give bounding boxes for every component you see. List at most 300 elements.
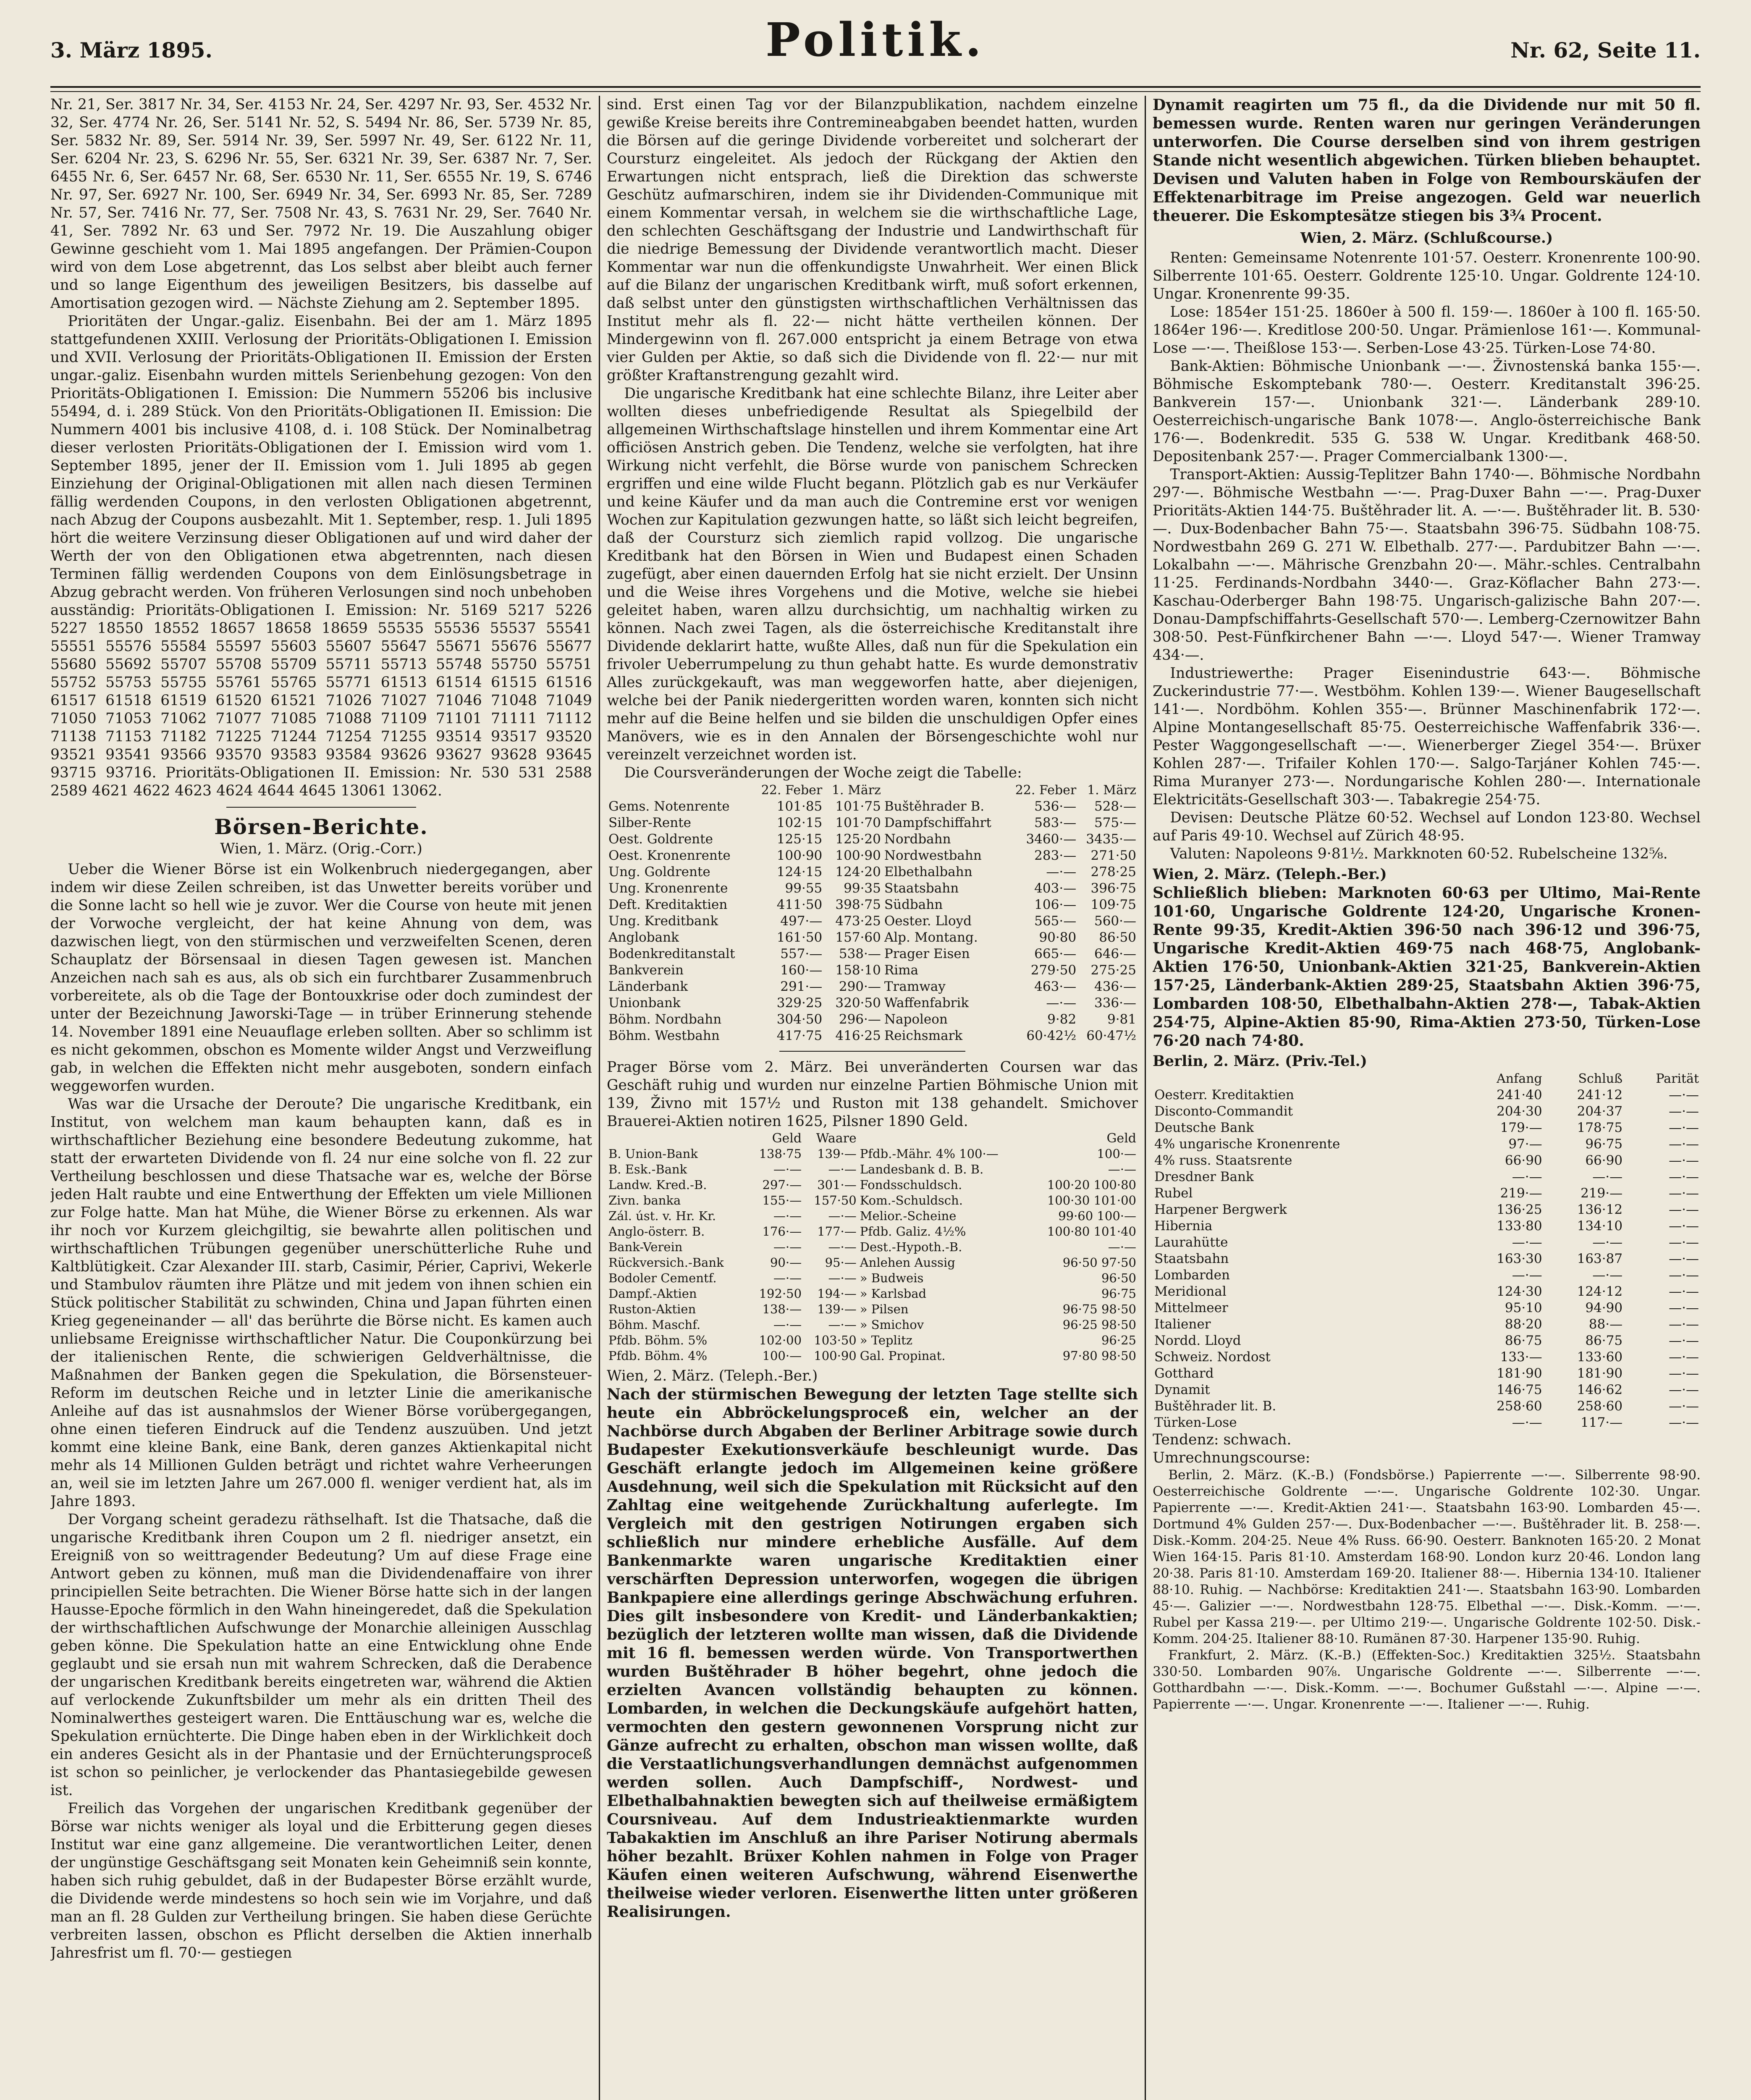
divider bbox=[226, 807, 416, 808]
table-cell: —·— bbox=[1512, 1268, 1542, 1283]
table-cell: 158·10 bbox=[835, 963, 881, 978]
table-cell: 336·— bbox=[1094, 995, 1136, 1011]
table-row bbox=[607, 1028, 1138, 1044]
column-header: Geld bbox=[1106, 1131, 1136, 1146]
table-cell: —·— bbox=[1669, 1268, 1699, 1283]
table-cell: 4% russ. Staatsrente bbox=[1154, 1153, 1292, 1168]
table-cell: Pfdb. Böhm. 4% bbox=[608, 1349, 708, 1363]
header-rule bbox=[50, 86, 1701, 92]
table-row bbox=[1153, 1103, 1701, 1120]
table-cell: Tramway bbox=[884, 979, 946, 994]
table-cell: 138·— bbox=[762, 1302, 802, 1316]
table-row bbox=[1153, 1333, 1701, 1349]
table-cell: 101·70 bbox=[835, 815, 881, 830]
wien-report-paragraph: Freilich das Vorgehen der ungarischen Kreditbank gegenüber der Börse war nichts weniger als loyal und die Erbitterung gegen dieses Institut war eine ganz allgemeine. Die verantwortlichen Leiter, denen der ungünstige Geschäftsgang seit Monaten kein Geheimniß sein konnte, haben sich ruhig gebuldet, daß in der Budapester Börse erzählt wurde, die Dividende werde mindestens so hoch sein wie im Vorjahre, und daß man an fl. 28 Gulden zur Vertheilung bringen. Sie haben diese Gerüchte verbreiten lassen, obschon es Pflicht derselben die Aktien innerhalb Jahresfrist um fl. 70·— gestiegen bbox=[50, 1800, 592, 1961]
table-cell: Italiener bbox=[1154, 1317, 1211, 1332]
wien-report-paragraph: Was war die Ursache der Deroute? Die ungarische Kreditbank, ein Institut, von welchem man kaum behaupten kann, daß es in wirthschaftlicher Beziehung eine besondere Bedeutung zukomme, hat statt der erwarteten Dividende von fl. 24 nur eine solche von fl. 22 zur Vertheilung beschlossen und diese Thatsache war es, welche der Börse jeden Halt raubte und eine Entwerthung der Effekten um viele Millionen zur Folge hatte. Man hat Mühe, die Wiener Börse zu erkennen. Als war ihr noch vor Kurzem gleichgiltig, sie bewahrte allen politischen und wirthschaftlichen Trübungen gegenüber unerschütterliche Ruhe und Kaltblütigkeit. Czar Alexander III. starb, Casimir, Périer, Caprivi, Wekerle und Stambulov räumten ihre Plätze und mit jedem von ihnen schien ein Stück politischer Stabilität zu schwinden, China und Japan führten einen Krieg gegeneinander — all' das berührte die Börse nicht. Es kamen auch unliebsame Ereignisse wirthschaftlicher Natur. Die Couponkürzung bei der italienischen Rente, die schwierigen Geldverhältnisse, die Maßnahmen der Banken gegen die Spekulation, die Börsensteuer-Reform im deutschen Reiche und in letzter Linie die amerikanische Anleihe auf das ist ausnahmslos der Wiener Börse vorübergegangen, ohne einen tieferen Eindruck auf die Tendenz auszuüben. Und jetzt kommt eine kleine Bank, eine Bank, deren ganzes Aktienkapital nicht mehr als 14 Millionen Gulden beträgt und richtet wahre Verheerungen an, weil sie im letzten Jahre um 267.000 fl. weniger verdient hat, als im Jahre 1893. bbox=[50, 1096, 592, 1510]
column-header: 22. Feber bbox=[761, 783, 823, 798]
table-cell: Dampfschiffahrt bbox=[884, 815, 991, 830]
table-cell: Gotthard bbox=[1154, 1366, 1214, 1381]
table-cell: Rima bbox=[884, 963, 919, 978]
table-cell: 296·— bbox=[839, 1012, 881, 1027]
table-cell: —·— bbox=[1669, 1186, 1699, 1201]
table-cell: 528·— bbox=[1094, 799, 1136, 814]
table-row bbox=[1153, 1284, 1701, 1300]
prager-borse-report: Prager Börse vom 2. März. Bei unveränderten Coursen war das Geschäft ruhig und wurden nur einzelne Partien Böhmische Union mit 139, Živno mit 157½ und Ruston mit 138 gehandelt. Smichover Brauerei-Aktien notiren 1625, Pilsner 1890 Geld. bbox=[607, 1059, 1138, 1130]
table-cell: » Budweis bbox=[860, 1271, 924, 1285]
table-cell: 403·— bbox=[1034, 881, 1077, 896]
table-cell: 133·60 bbox=[1577, 1349, 1623, 1365]
table-cell: —·— bbox=[828, 1209, 857, 1223]
prager-course-table bbox=[607, 1131, 1138, 1364]
table-cell: 536·— bbox=[1034, 799, 1077, 814]
table-row bbox=[1153, 1152, 1701, 1169]
table-cell: 436·— bbox=[1094, 979, 1136, 994]
table-cell: » Pilsen bbox=[860, 1302, 909, 1316]
table-cell: 258·60 bbox=[1577, 1399, 1623, 1414]
table-cell: 665·— bbox=[1034, 946, 1077, 961]
column-divider bbox=[1145, 96, 1146, 2100]
table-cell: Ung. Goldrente bbox=[608, 864, 710, 879]
table-row bbox=[607, 1011, 1138, 1028]
wien-report-paragraph: Ueber die Wiener Börse ist ein Wolkenbruch niedergegangen, aber indem wir diese Zeilen schreiben, ist das Unwetter bereits vorüber und die Sonne lacht so hell wie je zuvor. Wer die Course von heute mit jenen der Vorwoche vergleicht, der hat keine Ahnung von dem, was dazwischen liegt, von den stürmischen und verzweifelten Scenen, deren Schauplatz der Börsensaal in diesen Tagen gewesen ist. Manchen Anzeichen nach sah es aus, als ob sich ein furchtbarer Zusammenbruch vorbereitete, als ob die Tage der Bontouxkrise oder doch zumindest der unter der Bezeichnung Jaworski-Tage — in trüber Erinnerung stehende 14. November 1891 eine Neuauflage erleben sollten. Aber so schlimm ist es nicht gekommen, obschon es Momente wilder Angst und Verzweiflung gab, in welchen die Effekten nicht mehr ausgeboten, sondern einfach weggeworfen wurden. bbox=[50, 861, 592, 1095]
table-cell: Dest.-Hypoth.-B. bbox=[860, 1240, 962, 1254]
table-cell: 100·20 100·80 bbox=[1047, 1178, 1136, 1192]
frankfurt-report: Frankfurt, 2. März. (K.-B.) (Effekten-Soc.) Kreditaktien 325½. Staatsbahn 330·50. Lombarden 90⅞. Ungarische Goldrente —·—. Silberrente —·—. Gotthardbahn —·—. Disk.-Komm. —·—. Bochumer Gußstahl —·—. Alpine —·—. Papierrente —·—. Ungar. Kronenrente —·—. Italiener —·—. Ruhig. bbox=[1153, 1648, 1701, 1712]
table-row bbox=[607, 1333, 1138, 1348]
wien-telephone-dateline: Wien, 2. März. (Teleph.-Ber.) bbox=[607, 1368, 818, 1384]
wien-report-paragraph: Der Vorgang scheint geradezu räthselhaft. Ist die Thatsache, daß die ungarische Kreditbank ihren Coupon um 2 fl. niedriger ansetzt, ein Ereigniß von so weittragender Bedeutung? Um auf diese Frage eine Antwort geben zu können, muß man die Dividendenaffaire von ihrer principiellen Seite betrachten. Die Wiener Börse hatte sich in der langen Hausse-Epoche förmlich in den Wahn hineingeredet, daß die Spekulation der wirthschaftlichen Aufschwunge der Monarchie alleinigen Ausschlag geben könne. Die Spekulation hatte an eine Entwicklung ohne Ende geglaubt und sie ersah nun mit wahrem Schrecken, daß die Derabence der ungarischen Kreditbank bereits eingetreten war, während die Aktien auf verlockende Zukunftsbilder um mehr als ein dritten Theil des Nominalwerthes gesteigert waren. Die Enttäuschung war es, welche die Spekulation ernüchterte. Die Dinge haben eben in der Wirklichkeit doch ein anderes Gesicht als in der Phantasie und der Ernüchterungsproceß ist schon so peinlicher, je verlockender das Phantasiegebilde gewesen ist. bbox=[50, 1511, 592, 1799]
table-row bbox=[607, 864, 1138, 880]
table-cell: 103·50 bbox=[814, 1333, 857, 1347]
table-cell: 88·20 bbox=[1505, 1317, 1542, 1332]
table-cell: 304·50 bbox=[776, 1012, 823, 1027]
table-cell: 94·90 bbox=[1585, 1300, 1623, 1315]
table-cell: 219·— bbox=[1581, 1186, 1623, 1201]
table-cell: 163·30 bbox=[1497, 1251, 1542, 1266]
table-row bbox=[1153, 1382, 1701, 1398]
table-cell: 60·42½ bbox=[1026, 1028, 1077, 1043]
table-intro: Die Coursveränderungen der Woche zeigt die Tabelle: bbox=[624, 764, 1022, 781]
table-cell: 278·25 bbox=[1090, 864, 1136, 879]
table-cell: Bank-Verein bbox=[608, 1240, 683, 1254]
table-cell: 9·82 bbox=[1047, 1012, 1077, 1027]
table-cell: Bodoler Cementf. bbox=[608, 1271, 717, 1285]
issue-date: 3. März 1895. bbox=[50, 38, 213, 63]
table-cell: Staatsbahn bbox=[1154, 1251, 1229, 1266]
table-cell: 124·20 bbox=[835, 864, 881, 879]
table-cell: —·— bbox=[828, 1162, 857, 1176]
table-cell: —·— bbox=[1669, 1251, 1699, 1266]
berlin-course-table bbox=[1153, 1071, 1701, 1431]
table-row bbox=[1153, 1267, 1701, 1284]
table-cell: 101·75 bbox=[835, 799, 881, 814]
table-cell: 90·— bbox=[770, 1255, 802, 1270]
wien-report-continued: sind. Erst einen Tag vor der Bilanzpublikation, nachdem einzelne gewiße Kreise bereits ihre Contremineabgaben beendet hatten, wurden die Börsen auf die geringe Dividende vorbereitet und solcherart der Coursturz eingeleitet. Als jedoch der Rückgang der Aktien den Erwartungen nicht entsprach, ließ die Direktion das schwerste Geschütz aufmarschiren, indem sie ihr Dividenden-Communique mit einem Kommentar versah, in welchem sie die wirthschaftliche Lage, den schlechten Geschäftsgang der Industrie und Landwirthschaft für die niedrige Bemessung der Dividende verantwortlich macht. Dieser Kommentar war nun die offenkundigste Unwahrheit. Wer einen Blick auf die Bilanz der ungarischen Kreditbank wirft, muß sofort erkennen, daß selbst unter den günstigsten wirthschaftlichen Verhältnissen das Institut mehr als fl. 22·— nicht hätte vertheilen können. Der Mindergewinn von fl. 267.000 entspricht ja einem Betrage von etwa vier Gulden per Aktie, so daß sich die Dividende von fl. 22·— nur mit größter Kraftanstrengung gezahlt wird. bbox=[607, 96, 1138, 384]
wien-dateline: Wien, 1. März. (Orig.-Corr.) bbox=[220, 840, 422, 857]
table-cell: —·— bbox=[1669, 1366, 1699, 1381]
table-cell: 97·— bbox=[1508, 1137, 1542, 1152]
table-row bbox=[1153, 1415, 1701, 1431]
table-cell: 646·— bbox=[1094, 946, 1136, 961]
table-cell: Ung. Kronenrente bbox=[608, 881, 728, 896]
wien-report-paragraph: Die ungarische Kreditbank hat eine schlechte Bilanz, ihre Leiter aber wollten dieses unbefriedigende Resultat als Spiegelbild der allgemeinen Wirthschaftslage hinstellen und ihrem Kommentar eine Art officiösen Anstrich geben. Die Tendenz, welche sie verfolgten, hat ihre Wirkung nicht verfehlt, die Börse wurde von panischem Schrecken ergriffen und eine wilde Flucht begann. Plötzlich gab es nur Verkäufer und keine Käufer und da man auch die Contremine erst vor wenigen Wochen zur Kapitulation gezwungen hatte, so läßt sich leicht begreifen, daß der Coursturz sich ziemlich rapid vollzog. Die ungarische Kreditbank hat den Börsen in Wien und Budapest einen Schaden zugefügt, aber einen dauernden Erfolg hat sie nicht erzielt. Der Unsinn und die Weise ihres Vorgehens und die Motive, welche sie hiebei geleitet haben, waren allzu durchsichtig, um nachhaltig wirken zu können. Nach zwei Tagen, als die österreichische Kreditanstalt ihre Dividende deklarirt hatte, wußte Alles, daß nun für die Spekulation ein frivoler Ueberrumpelung zu thun gehabt hatte. Es wurde demonstrativ Alles zurückgekauft, was man weggeworfen hatte, aber diejenigen, welche bei der Panik niedergeritten worden waren, konnten sich nicht mehr auf die Beine helfen und sie bilden die unschuldigen Opfer eines Manövers, wie es in den Annalen der Börsengeschichte wohl nur vereinzelt verzeichnet worden ist. bbox=[607, 385, 1138, 763]
table-row bbox=[1153, 1202, 1701, 1218]
table-cell: 99·60 100·— bbox=[1058, 1209, 1136, 1223]
table-cell: Zál. úst. v. Hr. Kr. bbox=[608, 1209, 716, 1223]
page-number: Nr. 62, Seite 11. bbox=[1510, 38, 1701, 63]
table-row bbox=[1153, 1316, 1701, 1333]
weekly-course-table bbox=[607, 782, 1138, 1044]
table-row bbox=[607, 815, 1138, 831]
table-cell: Anglo-österr. B. bbox=[608, 1224, 705, 1239]
table-row bbox=[607, 1162, 1138, 1177]
table-cell: 133·80 bbox=[1497, 1218, 1542, 1234]
table-cell: Meridional bbox=[1154, 1284, 1227, 1299]
table-cell: 560·— bbox=[1094, 914, 1136, 929]
table-cell: » Teplitz bbox=[860, 1333, 913, 1347]
table-cell: —·— bbox=[828, 1318, 857, 1332]
table-cell: Rückversich.-Bank bbox=[608, 1255, 724, 1270]
table-cell: 100·— bbox=[1097, 1147, 1136, 1161]
wien-telephone-dateline: Wien, 2. März. (Teleph.-Ber.) bbox=[1153, 866, 1387, 883]
table-cell: 271·50 bbox=[1090, 848, 1136, 863]
table-cell: 575·— bbox=[1094, 815, 1136, 830]
table-cell: 86·75 bbox=[1505, 1333, 1542, 1348]
table-cell: B. Esk.-Bank bbox=[608, 1162, 687, 1176]
table-cell: 125·20 bbox=[835, 832, 881, 847]
table-cell: Alp. Montang. bbox=[884, 930, 978, 945]
table-cell: —·— bbox=[1669, 1415, 1699, 1430]
table-cell: —·— bbox=[1669, 1104, 1699, 1119]
table-cell: 204·30 bbox=[1497, 1104, 1542, 1119]
table-cell: 86·50 bbox=[1099, 930, 1136, 945]
table-row bbox=[607, 995, 1138, 1011]
table-row bbox=[1153, 1349, 1701, 1365]
table-row bbox=[607, 1255, 1138, 1270]
column-header: Schluß bbox=[1578, 1071, 1623, 1086]
table-cell: 181·90 bbox=[1497, 1366, 1542, 1381]
table-cell: 177·— bbox=[817, 1224, 857, 1239]
table-cell: 320·50 bbox=[835, 995, 881, 1011]
table-cell: 565·— bbox=[1034, 914, 1077, 929]
table-cell: —·— bbox=[1669, 1300, 1699, 1315]
table-cell: 109·75 bbox=[1090, 897, 1136, 912]
table-cell: 146·62 bbox=[1577, 1382, 1623, 1397]
table-row bbox=[1153, 1169, 1701, 1185]
table-cell: 60·47½ bbox=[1086, 1028, 1136, 1043]
borsen-heading: Börsen-Berichte. bbox=[214, 814, 428, 839]
table-cell: 117·— bbox=[1581, 1415, 1623, 1430]
table-cell: Unionbank bbox=[608, 995, 681, 1011]
table-cell: Disconto-Commandit bbox=[1154, 1104, 1293, 1119]
table-cell: Napoleon bbox=[884, 1012, 948, 1027]
table-cell: —·— bbox=[773, 1240, 802, 1254]
table-cell: Oest. Goldrente bbox=[608, 832, 713, 847]
table-cell: —·— bbox=[1108, 1162, 1136, 1176]
wien-closing-report: Schließlich blieben: Marknoten 60·63 per Ultimo, Mai-Rente 101·60, Ungarische Goldrente 124·20, Ungarische Kronen-Rente 99·35, Kredit-Aktien 396·50 nach 396·12 und 396·75, Ungarische Kredit-Aktien 469·75 nach 468·75, Anglobank-Aktien 176·50, Unionbank-Aktien 321·25, Bankverein-Aktien 157·25, Länderbank-Aktien 289·25, Staatsbahn Aktien 396·75, Lombarden 108·50, Elbethalbahn-Aktien 278·—, Tabak-Aktien 254·75, Alpine-Aktien 85·90, Rima-Aktien 273·50, Türken-Lose 76·20 nach 74·80. bbox=[1153, 884, 1701, 1050]
table-cell: 3460·— bbox=[1026, 832, 1077, 847]
table-row bbox=[607, 1224, 1138, 1239]
table-cell: 283·— bbox=[1034, 848, 1077, 863]
table-row bbox=[607, 1270, 1138, 1286]
table-cell: —·— bbox=[1669, 1153, 1699, 1168]
valuten-quotes: Valuten: Napoleons 9·81½. Markknoten 60·52. Rubelscheine 132⅝. bbox=[1170, 845, 1668, 862]
table-cell: Dampf.-Aktien bbox=[608, 1286, 697, 1301]
table-cell: —·— bbox=[1669, 1399, 1699, 1414]
table-cell: Zivn. banka bbox=[608, 1193, 681, 1208]
table-cell: Prager Eisen bbox=[884, 946, 970, 961]
table-row bbox=[1153, 1398, 1701, 1415]
table-row bbox=[607, 1146, 1138, 1162]
table-cell: 106·— bbox=[1034, 897, 1077, 912]
table-cell: 396·75 bbox=[1090, 881, 1136, 896]
table-cell: Elbethalbahn bbox=[884, 864, 972, 879]
table-row bbox=[607, 946, 1138, 962]
table-cell: —·— bbox=[1512, 1235, 1542, 1250]
table-row bbox=[607, 1177, 1138, 1193]
table-cell: 557·— bbox=[780, 946, 823, 961]
table-cell: 416·25 bbox=[835, 1028, 881, 1043]
table-cell: 417·75 bbox=[776, 1028, 823, 1043]
table-cell: » Smichov bbox=[860, 1318, 924, 1332]
table-cell: —·— bbox=[1669, 1284, 1699, 1299]
table-cell: Deutsche Bank bbox=[1154, 1120, 1254, 1135]
table-cell: Nordwestbahn bbox=[884, 848, 982, 863]
table-row bbox=[607, 979, 1138, 995]
table-cell: Buštěhrader B. bbox=[884, 799, 985, 814]
table-cell: 163·87 bbox=[1577, 1251, 1623, 1266]
table-cell: 139·— bbox=[817, 1302, 857, 1316]
table-cell: Bankverein bbox=[608, 963, 684, 978]
table-row bbox=[1153, 1136, 1701, 1152]
table-row bbox=[607, 1286, 1138, 1302]
table-cell: —·— bbox=[1046, 864, 1077, 879]
table-cell: 194·— bbox=[817, 1286, 857, 1301]
table-cell: Silber-Rente bbox=[608, 815, 692, 830]
table-cell: B. Union-Bank bbox=[608, 1147, 698, 1161]
column-header: 1. März bbox=[1087, 783, 1136, 798]
table-cell: —·— bbox=[1512, 1415, 1542, 1430]
table-cell: —·— bbox=[1108, 1240, 1136, 1254]
table-cell: Pfdb. Böhm. 5% bbox=[608, 1333, 708, 1347]
table-cell: 204·37 bbox=[1577, 1104, 1623, 1119]
table-row bbox=[607, 1302, 1138, 1317]
table-cell: 88·— bbox=[1588, 1317, 1623, 1332]
table-cell: —·— bbox=[1592, 1235, 1623, 1250]
table-cell: 66·90 bbox=[1505, 1153, 1542, 1168]
table-cell: 125·15 bbox=[776, 832, 823, 847]
table-cell: Waffenfabrik bbox=[884, 995, 969, 1011]
column-2 bbox=[607, 96, 1138, 2100]
table-cell: Gal. Propinat. bbox=[860, 1349, 946, 1363]
table-cell: 290·— bbox=[839, 979, 881, 994]
table-cell: 258·60 bbox=[1497, 1399, 1542, 1414]
table-cell: 411·50 bbox=[776, 897, 823, 912]
table-cell: Schweiz. Nordost bbox=[1154, 1349, 1271, 1365]
table-cell: Anglobank bbox=[608, 930, 679, 945]
tendency: Tendenz: schwach. bbox=[1153, 1431, 1292, 1448]
table-cell: Bodenkreditanstalt bbox=[608, 946, 735, 961]
table-cell: 192·50 bbox=[759, 1286, 802, 1301]
table-cell: 100·90 bbox=[776, 848, 823, 863]
table-row bbox=[1153, 1300, 1701, 1316]
table-cell: 100·— bbox=[762, 1349, 802, 1363]
berlin-dateline: Berlin, 2. März. (Priv.-Tel.) bbox=[1153, 1053, 1367, 1070]
table-cell: Böhm. Nordbahn bbox=[608, 1012, 722, 1027]
table-cell: —·— bbox=[773, 1209, 802, 1223]
table-cell: 275·25 bbox=[1090, 963, 1136, 978]
table-row bbox=[1153, 1365, 1701, 1382]
table-row bbox=[607, 1239, 1138, 1255]
table-cell: Ruston-Aktien bbox=[608, 1302, 696, 1316]
table-cell: 181·90 bbox=[1577, 1366, 1623, 1381]
table-row bbox=[607, 798, 1138, 815]
table-cell: Gems. Notenrente bbox=[608, 799, 730, 814]
table-cell: » Karlsbad bbox=[860, 1286, 927, 1301]
table-cell: Landw. Kred.-B. bbox=[608, 1178, 707, 1192]
table-cell: 96·75 98·50 bbox=[1062, 1302, 1136, 1316]
table-cell: 102·15 bbox=[776, 815, 823, 830]
table-row bbox=[607, 831, 1138, 848]
table-cell: Staatsbahn bbox=[884, 881, 959, 896]
table-cell: 473·25 bbox=[835, 914, 881, 929]
table-cell: 463·— bbox=[1034, 979, 1077, 994]
table-cell: 100·30 101·00 bbox=[1047, 1193, 1136, 1208]
bank-aktien-quotes: Bank-Aktien: Böhmische Unionbank —·—. Živnostenská banka 155·—. Böhmische Eskomptebank 780·—. Oesterr. Kreditanstalt 396·25. Bankverein 157·—. Unionbank 321·—. Länderbank 289·10. Oesterreichisch-ungarische Bank 1078·—. Anglo-österreichische Bank 176·—. Bodenkredit. 535 G. 538 W. Ungar. Kreditbank 468·50. Depositenbank 257·—. Prager Commercialbank 1300·—. bbox=[1153, 358, 1701, 465]
table-cell: 96·25 bbox=[1101, 1333, 1136, 1347]
table-cell: 66·90 bbox=[1585, 1153, 1623, 1168]
table-cell: 96·50 97·50 bbox=[1062, 1255, 1136, 1270]
table-cell: —·— bbox=[773, 1162, 802, 1176]
table-cell: 96·25 98·50 bbox=[1062, 1318, 1136, 1332]
table-cell: —·— bbox=[1669, 1333, 1699, 1348]
table-row bbox=[607, 1193, 1138, 1208]
table-cell: 99·55 bbox=[785, 881, 823, 896]
table-row bbox=[607, 962, 1138, 979]
table-cell: 138·75 bbox=[759, 1147, 802, 1161]
table-header-row bbox=[1153, 1071, 1701, 1087]
column-header: Geld bbox=[772, 1131, 802, 1146]
berlin-fonds-report: Berlin, 2. März. (K.-B.) (Fondsbörse.) Papierrente —·—. Silberrente 98·90. Oesterreichische Goldrente —·—. Ungarische Goldrente 102·30. Ungar. Papierrente —·—. Kredit-Aktien 241·—. Staatsbahn 163·90. Lombarden 45·—. Dortmund 4% Gulden 257·—. Dux-Bodenbacher —·—. Buštěhrader lit. B. 258·—. Disk.-Komm. 204·25. Neue 4% Russ. 66·90. Oesterr. Banknoten 165·20. 2 Monat Wien 164·15. Paris 81·10. Amsterdam 168·90. London kurz 20·46. London lang 20·38. Paris 81·10. Amsterdam 169·20. Italiener 88·—. Hibernia 134·10. Italiener 88·10. Ruhig. — Nachbörse: Kreditaktien 241·—. Staatsbahn 163·90. Lombarden 45·—. Galizier —·—. Nordwestbahn 128·75. Elbethal —·—. Disk.-Komm. —·—. Rubel per Kassa 219·—. per Ultimo 219·—. Ungarische Goldrente 102·50. Disk.-Komm. 204·25. Italiener 88·10. Rumänen 87·30. Harpener 135·90. Ruhig. bbox=[1153, 1467, 1701, 1646]
industriewerthe-quotes: Industriewerthe: Prager Eisenindustrie 643·—. Böhmische Zuckerindustrie 77·—. Westböhm. Kohlen 139·—. Wiener Baugesellschaft 141·—. Nordböhm. Kohlen 355·—. Brünner Maschinenfabrik 172·—. Alpine Montangesellschaft 85·75. Oesterreichische Waffenfabrik 336·—. Pester Waggongesellschaft —·—. Wienerberger Ziegel 354·—. Brüxer Kohlen 287·—. Trifailer Kohlen 170·—. Salgo-Tarjáner Kohlen 745·—. Rima Muranyer 273·—. Nordungarische Kohlen 280·—. Internationale Elektricitäts-Gesellschaft 303·—. Tabakregie 254·75. bbox=[1153, 665, 1701, 808]
table-cell: 176·— bbox=[762, 1224, 802, 1239]
table-cell: Landesbank d. B. B. bbox=[860, 1162, 984, 1176]
table-cell: —·— bbox=[773, 1271, 802, 1285]
table-row bbox=[1153, 1251, 1701, 1267]
table-cell: —·— bbox=[1592, 1268, 1623, 1283]
wien-closing-dateline: Wien, 2. März. (Schlußcourse.) bbox=[1300, 230, 1553, 247]
table-cell: Ung. Kreditbank bbox=[608, 914, 718, 929]
table-cell: —·— bbox=[1669, 1349, 1699, 1365]
table-cell: Südbahn bbox=[884, 897, 943, 912]
table-cell: 124·12 bbox=[1577, 1284, 1623, 1299]
table-cell: Melior.-Scheine bbox=[860, 1209, 957, 1223]
page-header bbox=[50, 13, 1701, 84]
table-cell: Rubel bbox=[1154, 1186, 1193, 1201]
column-header: 1. März bbox=[831, 783, 881, 798]
devisen-quotes: Devisen: Deutsche Plätze 60·52. Wechsel auf London 123·80. Wechsel auf Paris 49·10. Wechsel auf Zürich 48·95. bbox=[1153, 809, 1701, 844]
column-header: 22. Feber bbox=[1015, 783, 1077, 798]
table-cell: Mittelmeer bbox=[1154, 1300, 1228, 1315]
table-cell: 157·60 bbox=[835, 930, 881, 945]
table-cell: 4% ungarische Kronenrente bbox=[1154, 1137, 1340, 1152]
table-cell: 139·— bbox=[817, 1147, 857, 1161]
conversion-rates-label: Umrechnungscourse: bbox=[1153, 1449, 1311, 1466]
table-row bbox=[1153, 1185, 1701, 1202]
table-cell: Nordd. Lloyd bbox=[1154, 1333, 1241, 1348]
table-cell: Anlehen Aussig bbox=[860, 1255, 955, 1270]
table-cell: 96·75 bbox=[1585, 1137, 1623, 1152]
table-cell: Laurahütte bbox=[1154, 1235, 1228, 1250]
table-cell: 136·25 bbox=[1497, 1202, 1542, 1217]
table-cell: —·— bbox=[1669, 1137, 1699, 1152]
table-cell: 291·— bbox=[780, 979, 823, 994]
lottery-results: Nr. 21, Ser. 3817 Nr. 34, Ser. 4153 Nr. 24, Ser. 4297 Nr. 93, Ser. 4532 Nr. 32, Ser. 4774 Nr. 26, Ser. 5141 Nr. 52, S. 5494 Nr. 86, Ser. 5739 Nr. 85, Ser. 5832 Nr. 89, Ser. 5914 Nr. 39, Ser. 5997 Nr. 49, Ser. 6122 Nr. 11, Ser. 6204 Nr. 23, S. 6296 Nr. 55, Ser. 6321 Nr. 39, Ser. 6387 Nr. 7, Ser. 6455 Nr. 6, Ser. 6457 Nr. 68, Ser. 6530 Nr. 11, Ser. 6555 Nr. 19, S. 6746 Nr. 97, Ser. 6927 Nr. 100, Ser. 6949 Nr. 34, Ser. 6993 Nr. 85, Ser. 7289 Nr. 57, Ser. 7416 Nr. 77, Ser. 7508 Nr. 43, S. 7631 Nr. 29, Ser. 7640 Nr. 41, Ser. 7892 Nr. 63 und Ser. 7972 Nr. 19. Die Auszahlung obiger Gewinne geschieht vom 1. Mai 1895 angefangen. Der Prämien-Coupon wird von dem Lose abgetrennt, das Los selbst aber bleibt auch ferner und so lange Eigenthum des jeweiligen Besitzers, bis dasselbe auf Amortisation gezogen wird. — Nächste Ziehung am 2. September 1895. bbox=[50, 96, 592, 312]
table-cell: 9·81 bbox=[1107, 1012, 1136, 1027]
table-cell: Pfdb.-Mähr. 4% 100·— bbox=[860, 1147, 999, 1161]
table-row bbox=[607, 897, 1138, 913]
table-cell: Oesterr. Kreditaktien bbox=[1154, 1087, 1294, 1102]
table-cell: Lombarden bbox=[1154, 1268, 1230, 1283]
table-cell: —·— bbox=[828, 1271, 857, 1285]
transport-aktien-quotes: Transport-Aktien: Aussig-Teplitzer Bahn 1740·—. Böhmische Nordbahn 297·—. Böhmische Westbahn —·—. Prag-Duxer Bahn —·—. Prag-Duxer Prioritäts-Aktien 144·75. Buštěhrader lit. A. —·—. Buštěhrader lit. B. 530·—. Dux-Bodenbacher Bahn 75·—. Staatsbahn 396·75. Südbahn 108·75. Nordwestbahn 269 G. 271 W. Elbethalb. 277·—. Pardubitzer Bahn —·—. Lokalbahn —·—. Mährische Grenzbahn 20·—. Mähr.-schles. Centralbahn 11·25. Ferdinands-Nordbahn 3440·—. Graz-Köflacher Bahn 273·—. Kaschau-Oderberger Bahn 198·75. Ungarisch-galizische Bahn 207·—. Donau-Dampfschiffahrts-Gesellschaft 570·—. Lemberg-Czernowitzer Bahn 308·50. Pest-Fünfkirchener Bahn —·—. Lloyd 547·—. Wiener Tramway 434·—. bbox=[1153, 466, 1701, 664]
table-cell: Türken-Lose bbox=[1154, 1415, 1237, 1430]
table-row bbox=[607, 1317, 1138, 1333]
table-cell: 155·— bbox=[762, 1193, 802, 1208]
table-row bbox=[607, 1208, 1138, 1224]
column-header: Anfang bbox=[1497, 1071, 1542, 1086]
table-cell: 100·90 bbox=[835, 848, 881, 863]
column-1 bbox=[50, 96, 592, 2100]
table-cell: —·— bbox=[1669, 1087, 1699, 1102]
table-cell: 398·75 bbox=[835, 897, 881, 912]
lose-quotes: Lose: 1854er 151·25. 1860er à 500 fl. 159·—. 1860er à 100 fl. 165·50. 1864er 196·—. Kreditlose 200·50. Ungar. Prämienlose 161·—. Kommunal-Lose —·—. Theißlose 153·—. Serben-Lose 43·25. Türken-Lose 74·80. bbox=[1153, 304, 1701, 357]
table-cell: 96·50 bbox=[1101, 1271, 1136, 1285]
table-cell: 97·80 98·50 bbox=[1062, 1349, 1136, 1363]
table-cell: Länderbank bbox=[608, 979, 688, 994]
table-cell: 100·90 bbox=[814, 1349, 857, 1363]
table-cell: 100·80 101·40 bbox=[1047, 1224, 1136, 1239]
table-cell: Reichsmark bbox=[884, 1028, 963, 1043]
table-cell: 102·00 bbox=[759, 1333, 802, 1347]
table-cell: —·— bbox=[1669, 1382, 1699, 1397]
table-cell: 161·50 bbox=[776, 930, 823, 945]
column-header: Waare bbox=[816, 1131, 857, 1146]
table-cell: 497·— bbox=[780, 914, 823, 929]
table-cell: 86·75 bbox=[1585, 1333, 1623, 1348]
table-cell: 146·75 bbox=[1497, 1382, 1542, 1397]
table-cell: —·— bbox=[1046, 995, 1077, 1011]
table-row bbox=[607, 880, 1138, 897]
table-cell: 329·25 bbox=[776, 995, 823, 1011]
column-divider bbox=[599, 96, 600, 2100]
table-cell: 136·12 bbox=[1577, 1202, 1623, 1217]
table-row bbox=[1153, 1087, 1701, 1103]
table-cell: 241·40 bbox=[1497, 1087, 1542, 1102]
table-cell: 301·— bbox=[817, 1178, 857, 1192]
table-cell: Pfdb. Galiz. 4½% bbox=[860, 1224, 966, 1239]
table-cell: Nordbahn bbox=[884, 832, 951, 847]
table-cell: 90·80 bbox=[1039, 930, 1077, 945]
table-cell: 134·10 bbox=[1577, 1218, 1623, 1234]
renten-quotes: Renten: Gemeinsame Notenrente 101·57. Oesterr. Kronenrente 100·90. Silberrente 101·65. Oesterr. Goldrente 125·10. Ungar. Goldrente 124·10. Ungar. Kronenrente 99·35. bbox=[1153, 249, 1701, 302]
table-row bbox=[607, 1348, 1138, 1364]
table-cell: 99·35 bbox=[844, 881, 881, 896]
table-row bbox=[1153, 1218, 1701, 1234]
table-cell: Deft. Kreditaktien bbox=[608, 897, 728, 912]
table-row bbox=[607, 848, 1138, 864]
